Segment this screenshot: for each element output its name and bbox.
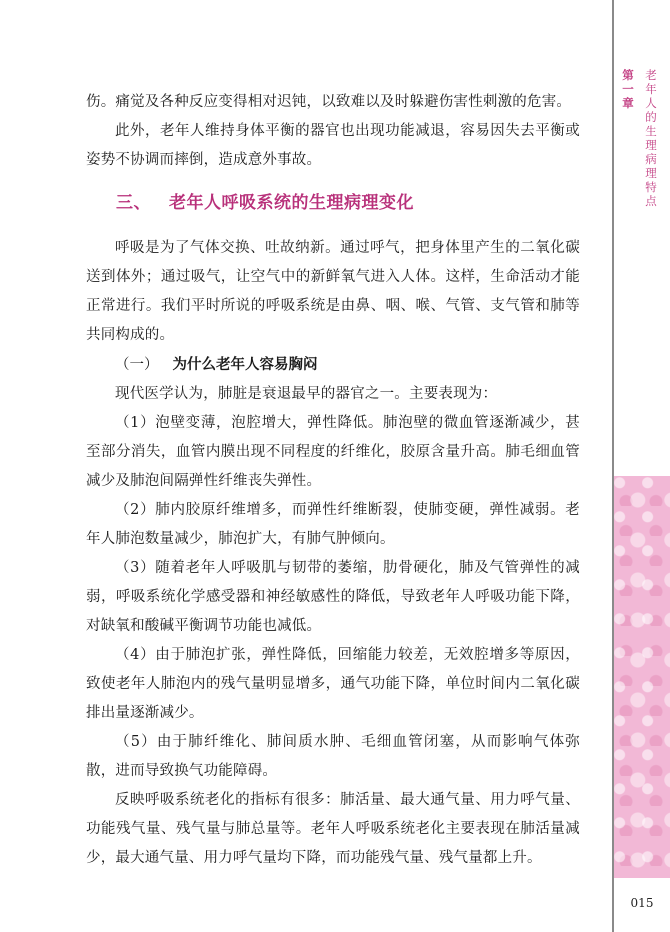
- list-item-5: （5）由于肺纤维化、肺间质水肿、毛细血管闭塞，从而影响气体弥散，进而导致换气功能障碍。: [86, 734, 580, 779]
- paragraph-continued: 伤。痛觉及各种反应变得相对迟钝，以致难以及时躲避伤害性刺激的危害。: [86, 94, 572, 110]
- title-char: 人: [645, 96, 657, 110]
- chapter-char: 一: [622, 82, 634, 96]
- title-char: 特: [645, 180, 657, 194]
- subsection-heading: [86, 350, 580, 380]
- list-item-1: （1）泡壁变薄，泡腔增大，弹性降低。肺泡壁的微血管逐渐减少，甚至部分消失，血管内膜出现不同程度的纤维化，胶原含量升高。肺毛细血管减少及肺泡间隔弹性纤维丧失弹性。: [86, 415, 580, 489]
- paragraph-lead: 现代医学认为，肺脏是衰退最早的器官之一。主要表现为：: [115, 386, 498, 402]
- subsection-number: （一）: [115, 357, 159, 373]
- section-number: 三、: [116, 193, 151, 213]
- paragraph-balance: 此外，老年人维持身体平衡的器官也出现功能减退，容易因失去平衡或姿势不协调而摔倒，造成意外事故。: [86, 123, 580, 168]
- list-item-4: （4）由于肺泡扩张，弹性降低，回缩能力较差，无效腔增多等原因，致使老年人肺泡内的残气量明显增多，通气功能下降，单位时间内二氧化碳排出量逐渐减少。: [86, 647, 580, 721]
- chapter-char: 第: [622, 68, 634, 82]
- title-char: 老: [645, 68, 657, 82]
- title-char: 理: [645, 138, 657, 152]
- page-number: 015: [630, 896, 654, 910]
- title-char: 年: [645, 82, 657, 96]
- chapter-char: 章: [622, 96, 634, 110]
- title-char: 病: [645, 152, 657, 166]
- main-text-column: [86, 88, 580, 873]
- section-title: 老年人呼吸系统的生理病理变化: [169, 193, 414, 213]
- title-char: 的: [645, 110, 657, 124]
- title-char: 理: [645, 166, 657, 180]
- title-char: 生: [645, 124, 657, 138]
- chapter-label-vertical: [618, 68, 638, 110]
- floral-pattern-band: [614, 476, 670, 878]
- subsection-title: 为什么老年人容易胸闷: [172, 356, 318, 373]
- section-heading: [116, 189, 580, 218]
- paragraph-closing: 反映呼吸系统老化的指标有很多：肺活量、最大通气量、用力呼气量、功能残气量、残气量与肺总量等。老年人呼吸系统老化主要表现在肺活量减少，最大通气量、用力呼气量均下降，而功能残气量、残气量都上升。: [86, 792, 580, 866]
- list-item-3: （3）随着老年人呼吸肌与韧带的萎缩，肋骨硬化，肺及气管弹性的减弱，呼吸系统化学感受器和神经敏感性的降低，导致老年人呼吸功能下降，对缺氧和酸碱平衡调节功能也减低。: [86, 560, 580, 634]
- list-item-2: （2）肺内胶原纤维增多，而弹性纤维断裂，使肺变硬，弹性减弱。老年人肺泡数量减少，肺泡扩大，有肺气肿倾向。: [86, 502, 580, 547]
- title-char: 点: [645, 194, 657, 208]
- chapter-title-vertical: [642, 68, 660, 208]
- paragraph-intro: 呼吸是为了气体交换、吐故纳新。通过呼气，把身体里产生的二氧化碳送到体外；通过吸气，让空气中的新鲜氧气进入人体。这样，生命活动才能正常进行。我们平时所说的呼吸系统是由鼻、咽、喉、气管、支气管和肺等共同构成的。: [86, 240, 580, 343]
